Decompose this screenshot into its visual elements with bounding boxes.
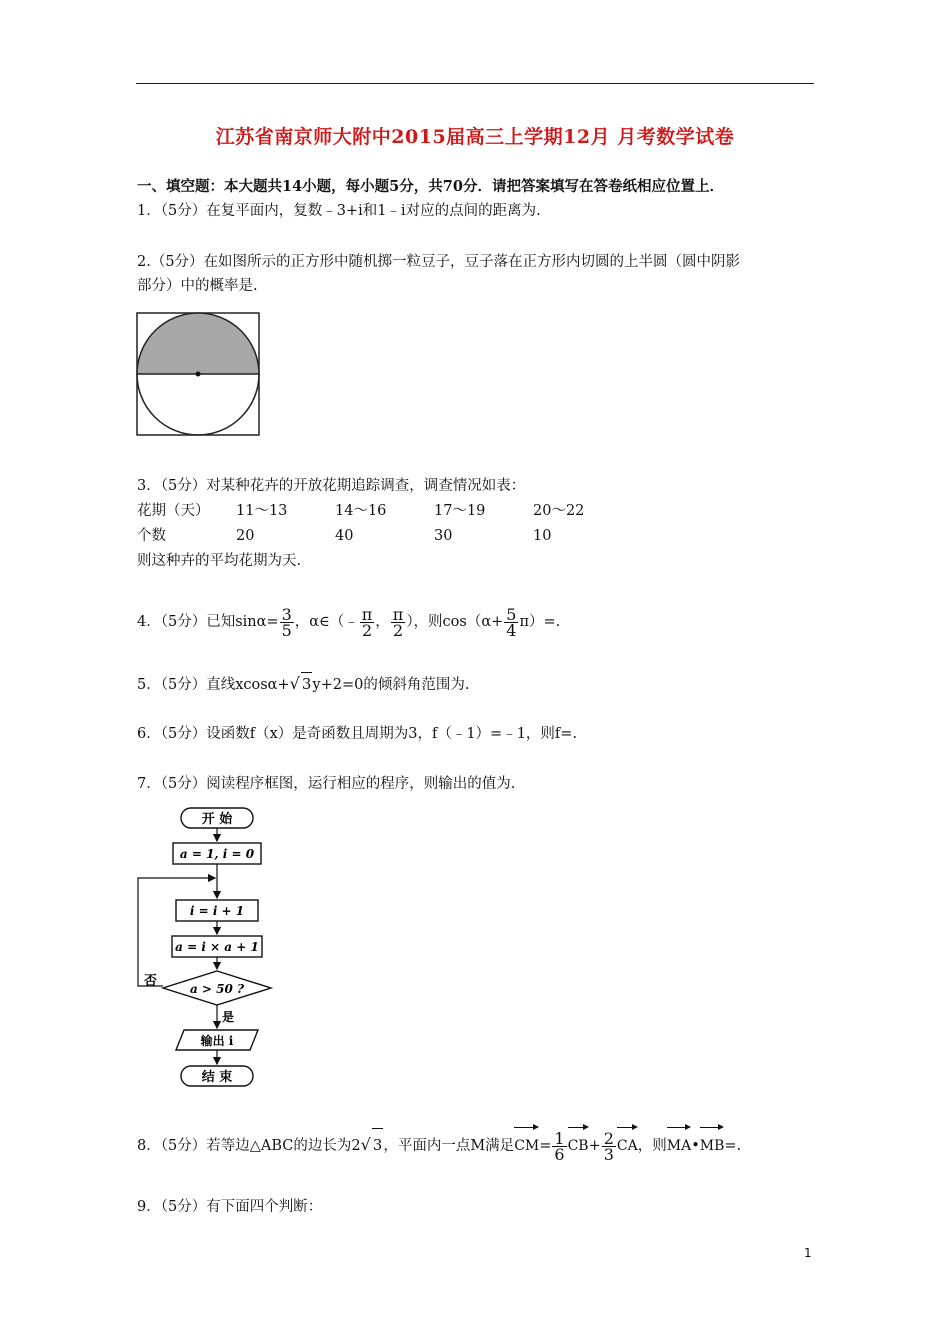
question-2-line-2: 部分）中的概率是. [137,278,258,294]
question-2-line-1: 2.（5分）在如图所示的正方形中随机掷一粒豆子，豆子落在正方形内切圆的上半圆（圆中阴影 [137,254,741,270]
q4-suffix: π）=. [519,614,561,630]
q5-suffix: y+2=0的倾斜角范围为. [312,677,470,693]
q4-mid3: ），则cos（α+ [406,614,504,630]
vector-cb: CB [568,1130,589,1162]
sqrt-sign: √ [360,1135,371,1154]
q8-dot: • [691,1138,700,1154]
table-cell: 30 [434,528,453,544]
question-9: 9．（5分）有下面四个判断： [137,1199,323,1215]
square-circle-figure [136,312,260,436]
table-cell: 20 [236,528,255,544]
fraction: $\frac{2}{3}$ [603,1128,614,1164]
question-7: 7．（5分）阅读程序框图，运行相应的程序，则输出的值为. [137,776,516,792]
vector-mb: MB [700,1130,725,1162]
top-rule [136,83,814,84]
sqrt-radicand: 3 [301,672,313,695]
table-row-label-period: 花期（天） [137,503,210,519]
section-heading: 一、填空题：本大题共14小题，每小题5分，共70分．请把答案填写在答卷纸相应位置上． [137,178,724,195]
flow-step2-label: a = i × a + 1 [175,940,259,954]
table-cell: 10 [533,528,552,544]
flow-output-label: 输出 i [200,1034,234,1048]
page-number: 1 [804,1246,812,1260]
q8-suffix: =. [724,1138,742,1154]
flow-no-label: 否 [144,974,158,989]
fraction: $\frac{1}{6}$ [554,1128,565,1164]
flow-end-label: 结 束 [201,1070,233,1085]
flow-yes-label: 是 [222,1010,235,1024]
question-4 [137,606,560,638]
question-5 [137,672,469,696]
question-3-followup: 则这种卉的平均花期为天. [137,553,302,569]
flow-step1-label: i = i + 1 [189,904,245,918]
q8-mid2: ，则 [637,1138,667,1154]
table-cell: 17～19 [434,503,486,519]
vector-ca: CA [617,1130,638,1162]
table-cell: 40 [335,528,354,544]
fraction: $\frac{5}{4}$ [506,604,517,640]
q4-mid1: ，α∈（﹣ [294,614,359,630]
table-row-label-count: 个数 [137,528,166,544]
q4-prefix: 4．（5分）已知sinα= [137,614,279,630]
flow-condition-label: a > 50 ? [189,982,245,996]
program-flowchart [136,805,281,1090]
question-6: 6．（5分）设函数f（x）是奇函数且周期为3，f（﹣1）=﹣1，则f=. [137,726,578,742]
table-cell: 11～13 [236,503,288,519]
q8-plus: + [588,1138,601,1154]
fraction: $\frac{\pi}{2}$ [392,604,404,640]
q5-prefix: 5．（5分）直线xcosα+ [137,677,290,693]
page-title: 江苏省南京师大附中2015届高三上学期12月 月考数学试卷 [215,126,735,148]
table-cell: 20～22 [533,503,585,519]
question-3: 3．（5分）对某种花卉的开放花期追踪调查，调查情况如表： [137,478,526,494]
fraction: $\frac{\pi}{2}$ [361,604,373,640]
flow-init-label: a = 1, i = 0 [179,847,255,861]
question-1: 1．（5分）在复平面内，复数﹣3+i和1﹣i对应的点间的距离为. [137,203,541,219]
flow-start-label: 开 始 [201,812,233,827]
question-8 [137,1128,741,1162]
q8-mid1: ，平面内一点M满足 [383,1138,515,1154]
vector-cm: CM [514,1130,539,1162]
fraction: $\frac{3}{5}$ [281,604,292,640]
sqrt-radicand: 3 [372,1128,384,1161]
q8-equals: = [539,1138,552,1154]
vector-ma: MA [667,1130,691,1162]
sqrt-sign: √ [289,674,300,693]
q8-prefix: 8．（5分）若等边△ABC的边长为 [137,1138,352,1154]
table-cell: 14～16 [335,503,387,519]
q4-mid2: ， [375,614,390,630]
q8-coef: 2 [351,1138,361,1154]
